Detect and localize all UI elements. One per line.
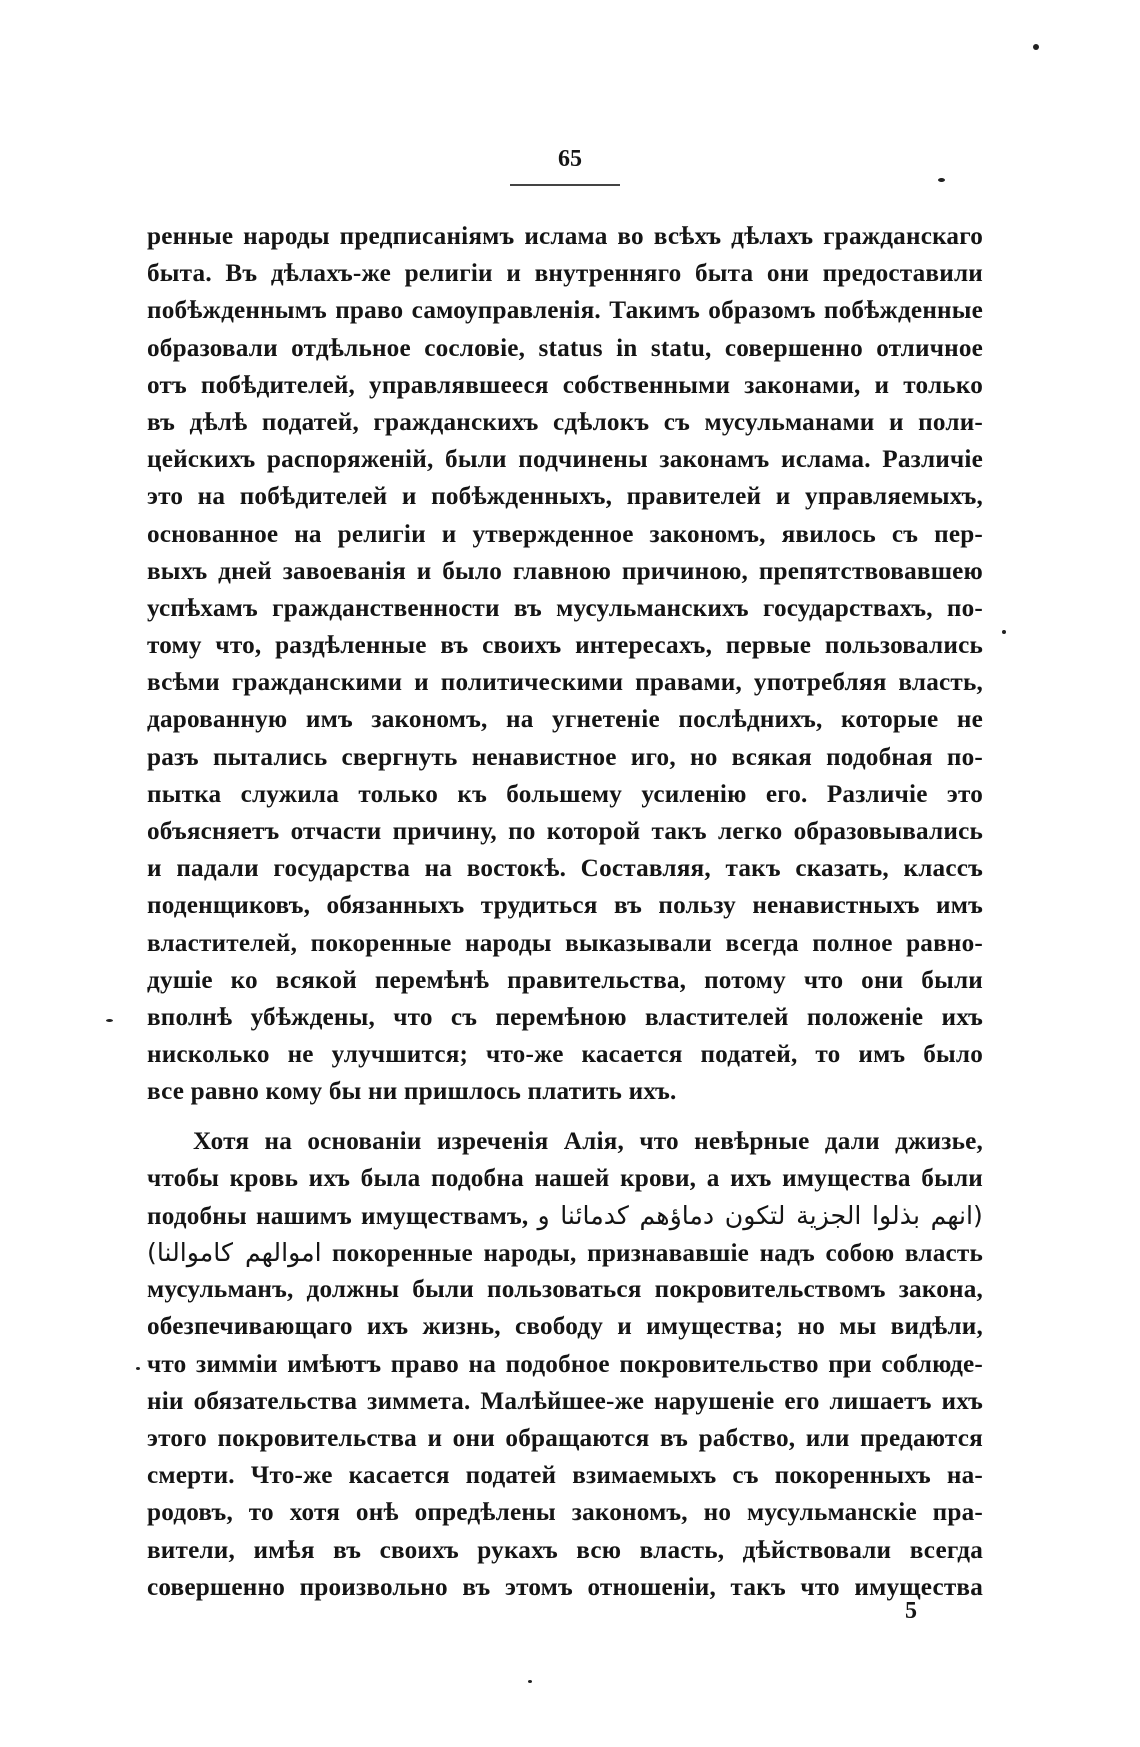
text-line: этого покровительства и они обращаются въ рабство, или предаются (147, 1425, 983, 1452)
text-line-with-arabic (147, 1234, 983, 1271)
ink-speck (1002, 630, 1006, 634)
arabic-quote: (انهم بذلوا الجزية لتكون دماؤهم كدمائنا و (537, 1200, 983, 1230)
text-line: всѣми гражданскими и политическими правами, употребляя власть, (147, 669, 983, 697)
text-line: чтобы кровь ихъ была подобна нашей крови, а ихъ имущества были (147, 1164, 983, 1192)
text-line: вители, имѣя въ своихъ рукахъ всю власть, дѣйствовали всегда (147, 1536, 983, 1564)
text-line: тому что, раздѣленные въ своихъ интересахъ, первые пользовались (147, 632, 983, 660)
header-rule (510, 184, 620, 186)
text-line: совершенно произвольно въ этомъ отношеніи, такъ что имущества (147, 1573, 983, 1601)
text-line: Хотя на основаніи изреченія Алія, что невѣрные дали джизье, (193, 1127, 983, 1155)
text-line: цейскихъ распоряженій, были подчинены законамъ ислама. Различіе (147, 446, 983, 474)
text-line: и падали государства на востокѣ. Составляя, такъ сказать, классъ (147, 855, 983, 883)
ink-speck (938, 178, 945, 182)
text-line: властителей, покоренные народы выказывали всегда полное равно- (147, 929, 983, 957)
text-line: ніи обязательства зиммета. Малѣйшее-же нарушеніе его лишаетъ ихъ (147, 1387, 983, 1415)
page-number: 65 (558, 146, 582, 172)
text-line: вполнѣ убѣждены, что съ перемѣною властителей положеніе ихъ (147, 1003, 983, 1031)
arabic-quote: اموالهم كاموالنا) (147, 1238, 322, 1268)
text-line: ренные народы предписаніямъ ислама во всѣхъ дѣлахъ гражданскаго (147, 223, 983, 250)
text-fragment: подобны нашимъ имуществамъ, (147, 1202, 529, 1230)
text-line: душіе ко всякой перемѣнѣ правительства, потому что они были (147, 966, 983, 994)
text-line: успѣхамъ гражданственности въ мусульманскихъ государствахъ, по- (147, 594, 983, 622)
body-text (147, 218, 983, 1606)
text-line: смерти. Что-же касается податей взимаемыхъ съ покоренныхъ на- (147, 1462, 983, 1490)
text-line: отъ побѣдителей, управлявшееся собственными законами, и только (147, 371, 983, 399)
text-line: что зимміи имѣютъ право на подобное покровительство при соблюде- (147, 1350, 983, 1378)
text-line: разъ пытались свергнуть ненавистное иго, но всякая подобная по- (147, 743, 983, 771)
text-line: родовъ, то хотя онѣ опредѣлены закономъ, но мусульманскіе пра- (147, 1499, 983, 1527)
signature-mark: 5 (905, 1598, 917, 1624)
ink-speck (136, 1367, 140, 1370)
text-line-with-arabic (147, 1197, 983, 1234)
paragraph-1 (147, 218, 983, 1111)
text-line: мусульманъ, должны были пользоваться покровительствомъ закона, (147, 1276, 983, 1304)
text-line: пытка служила только къ большему усиленію его. Различіе это (147, 780, 983, 808)
ink-speck (1033, 44, 1039, 50)
text-fragment: покоренные народы, признававшіе надъ собою власть (331, 1240, 984, 1268)
ink-speck (528, 1680, 532, 1683)
text-line: нисколько не улучшится; что-же касается податей, то имъ было (147, 1041, 983, 1069)
text-line: выхъ дней завоеванія и было главною причиною, препятствовавшею (147, 557, 983, 585)
paragraph-gap (147, 1111, 983, 1123)
text-line: поденщиковъ, обязанныхъ трудиться въ пользу ненавистныхъ имъ (147, 892, 983, 920)
paragraph-2 (147, 1123, 983, 1606)
text-line: дарованную имъ закономъ, на угнетеніе послѣднихъ, которые не (147, 706, 983, 734)
text-line: быта. Въ дѣлахъ-же религіи и внутренняго быта они предоставили (147, 260, 983, 288)
text-line: въ дѣлѣ податей, гражданскихъ сдѣлокъ съ мусульманами и поли- (147, 408, 983, 436)
text-line: побѣжденнымъ право самоуправленія. Такимъ образомъ побѣжденные (147, 297, 983, 325)
text-line: объясняетъ отчасти причину, по которой такъ легко образовывались (147, 818, 983, 845)
ink-speck (106, 1019, 113, 1022)
text-line: основанное на религіи и утвержденное закономъ, явилось съ пер- (147, 520, 983, 548)
text-line: обезпечивающаго ихъ жизнь, свободу и имущества; но мы видѣли, (147, 1313, 983, 1341)
text-line: все равно кому бы ни пришлось платить ихъ. (147, 1078, 677, 1106)
text-line: это на побѣдителей и побѣжденныхъ, правителей и управляемыхъ, (147, 483, 983, 511)
text-line: образовали отдѣльное сословіе, status in statu, совершенно отличное (147, 334, 983, 362)
